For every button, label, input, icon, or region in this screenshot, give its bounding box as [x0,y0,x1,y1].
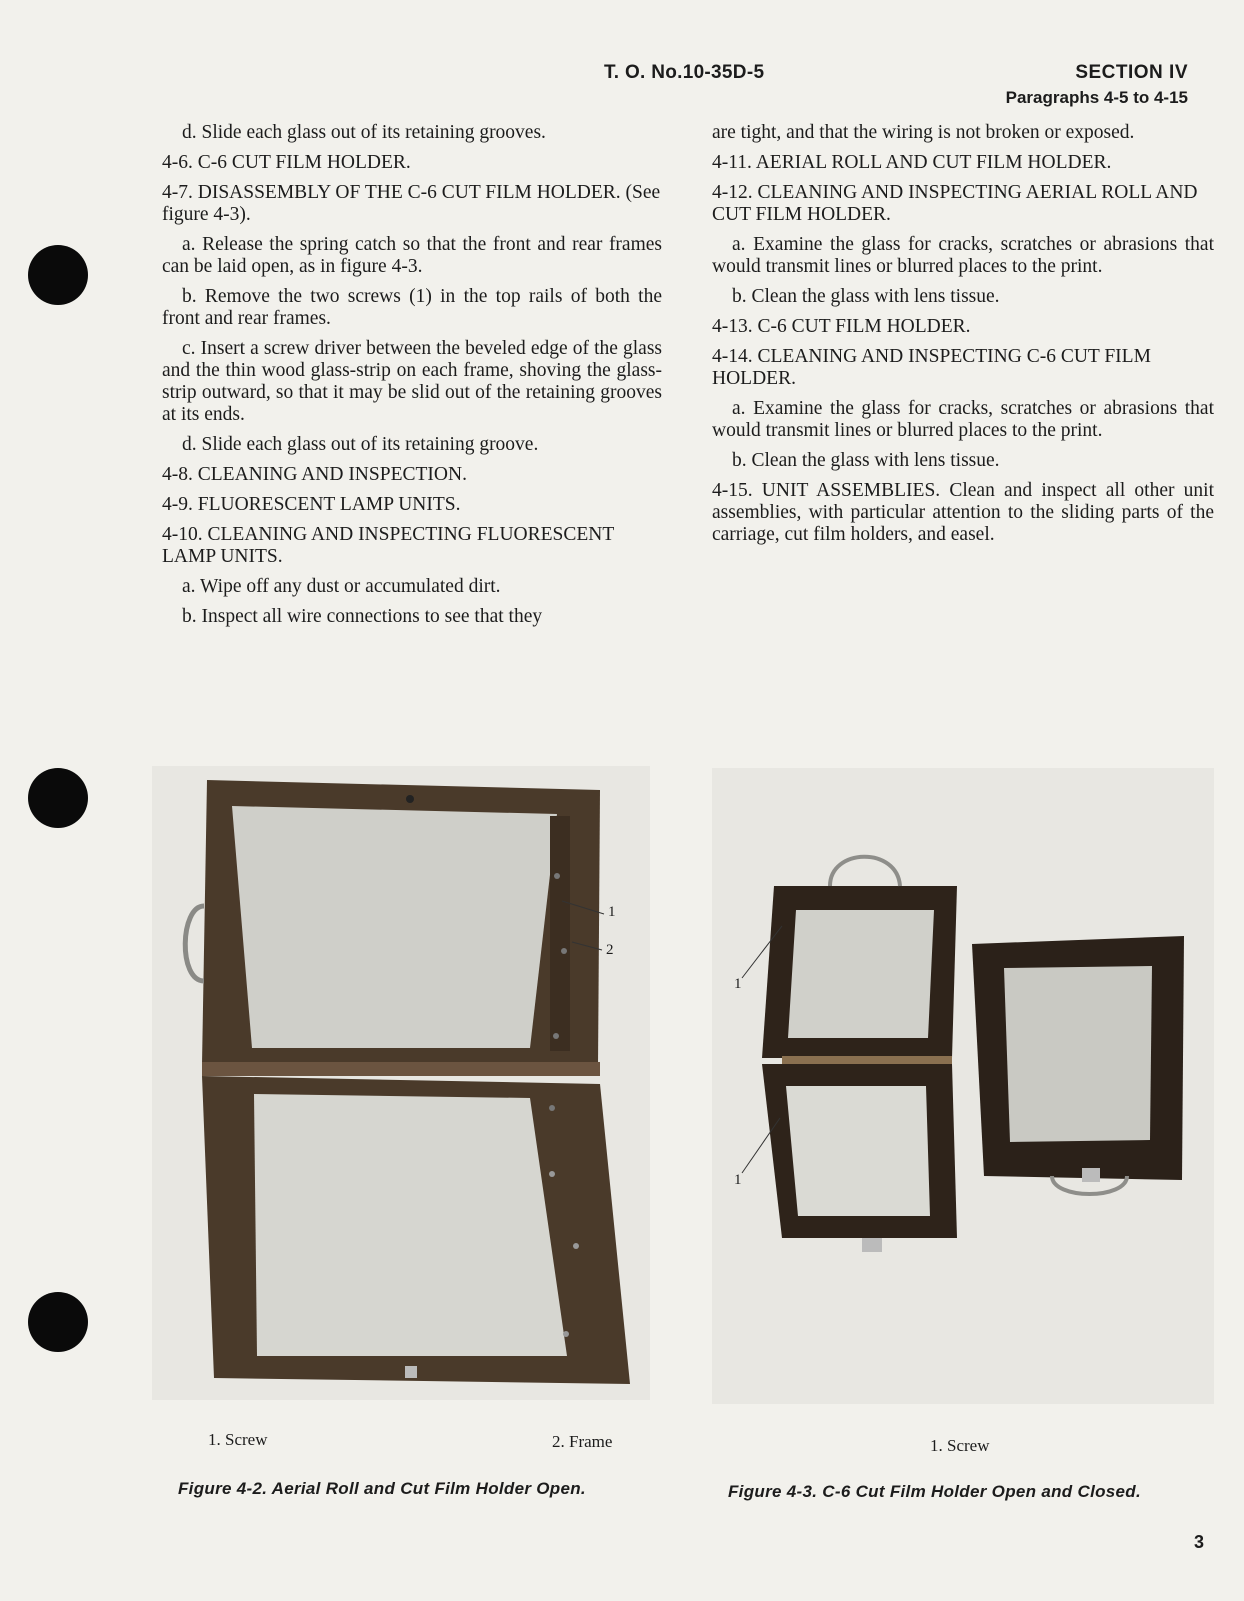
figure-legend-item: 1. Screw [208,1430,268,1449]
paragraph: b. Remove the two screws (1) in the top rails of both the front and rear frames. [162,286,662,329]
left-text-column [162,122,662,636]
paragraph: a. Examine the glass for cracks, scratches or abrasions that would transmit lines or blurred places to the print. [712,398,1214,441]
paragraph: a. Release the spring catch so that the front and rear frames can be laid open, as in figure 4-3. [162,234,662,277]
paragraph: a. Wipe off any dust or accumulated dirt. [182,576,501,597]
paragraph-heading: 4-7. DISASSEMBLY OF THE C-6 CUT FILM HOLDER. (See figure 4-3). [162,182,661,225]
paragraph-heading: 4-9. FLUORESCENT LAMP UNITS. [162,494,461,515]
figure-caption: Figure 4-2. Aerial Roll and Cut Film Holder Open. [178,1479,586,1498]
punch-hole [28,768,88,828]
film-holder-open-illustration [152,766,650,1400]
figure-legend-item: 2. Frame [552,1432,613,1451]
paragraph: 4-15. UNIT ASSEMBLIES. Clean and inspect all other unit assemblies, with particular attention to the sliding parts of the carriage, cut film holders, and easel. [712,480,1214,545]
figure-4-2-photo [152,766,650,1400]
figure-4-3-photo [712,768,1214,1404]
figure-callout: 1 [734,1172,742,1188]
paragraph: b. Clean the glass with lens tissue. [732,286,1000,307]
figure-legend-item: 1. Screw [930,1436,990,1455]
figure-callout: 2 [606,942,614,958]
c6-holder-illustration [712,768,1214,1404]
paragraph: b. Clean the glass with lens tissue. [732,450,1000,471]
page-number: 3 [1193,1532,1204,1552]
paragraph: d. Slide each glass out of its retaining grooves. [182,122,546,143]
paragraph-heading: 4-11. AERIAL ROLL AND CUT FILM HOLDER. [712,152,1112,173]
paragraph: a. Examine the glass for cracks, scratches or abrasions that would transmit lines or blurred places to the print. [712,234,1214,277]
paragraph: c. Insert a screw driver between the beveled edge of the glass and the thin wood glass-strip on each frame, shoving the glass-strip outward, so that it may be slid out of the retaining grooves at its ends. [162,338,662,425]
figure-callout: 1 [608,904,616,920]
to-number: T. O. No.10-35D-5 [604,62,765,83]
figure-caption: Figure 4-3. C-6 Cut Film Holder Open and Closed. [728,1482,1141,1501]
paragraph: d. Slide each glass out of its retaining groove. [182,434,539,455]
right-text-column [712,122,1214,554]
paragraph: b. Inspect all wire connections to see that they [182,606,543,627]
paragraph-range: Paragraphs 4-5 to 4-15 [1005,88,1188,107]
paragraph-heading: 4-14. CLEANING AND INSPECTING C-6 CUT FILM HOLDER. [712,346,1151,389]
paragraph-heading: 4-13. C-6 CUT FILM HOLDER. [712,316,971,337]
punch-hole [28,245,88,305]
paragraph-heading: 4-12. CLEANING AND INSPECTING AERIAL ROLL AND CUT FILM HOLDER. [712,182,1198,225]
figure-callout: 1 [734,976,742,992]
paragraph: are tight, and that the wiring is not broken or exposed. [712,122,1135,143]
punch-hole [28,1292,88,1352]
paragraph-heading: 4-8. CLEANING AND INSPECTION. [162,464,467,485]
paragraph-heading: 4-6. C-6 CUT FILM HOLDER. [162,152,411,173]
paragraph-heading: 4-10. CLEANING AND INSPECTING FLUORESCENT LAMP UNITS. [162,524,614,567]
section-title: SECTION IV [1075,62,1188,83]
